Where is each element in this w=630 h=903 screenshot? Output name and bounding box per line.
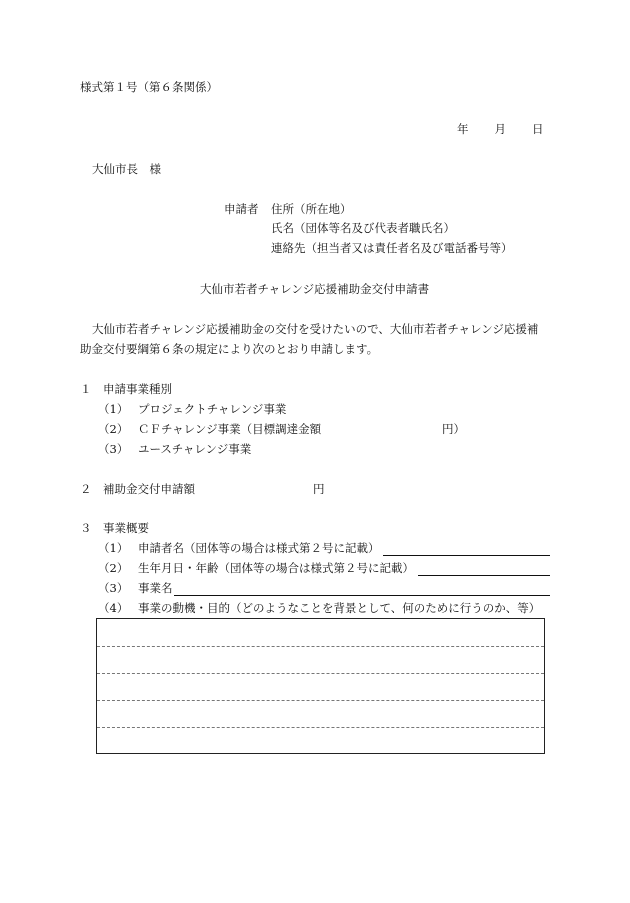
section2-unit: 円 <box>313 482 325 496</box>
birthdate-age-field[interactable] <box>418 575 550 576</box>
section2-heading: ２ 補助金交付申請額 <box>80 482 195 496</box>
motivation-textbox[interactable] <box>96 618 545 754</box>
section1-item-1-num: （1） <box>98 402 129 416</box>
section3-item-3-num: （3） <box>98 581 129 595</box>
section3-item-2-label: 生年月日・年齢（団体等の場合は様式第２号に記載） <box>138 561 414 575</box>
section3-item-4-label: 事業の動機・目的（どのようなことを背景として、何のために行うのか、等） <box>138 601 541 615</box>
section1-item-2-label: ＣＦチャレンジ事業（目標調達金額 <box>138 422 322 436</box>
section1-item-2-num: （2） <box>98 422 129 436</box>
date-line <box>457 124 544 136</box>
section1-item-3-label: ユースチャレンジ事業 <box>138 442 252 456</box>
section1-item-3-num: （3） <box>98 442 129 456</box>
applicant-contact: 連絡先（担当者又は責任者名及び電話番号等） <box>271 241 513 255</box>
date-day: 日 <box>532 122 544 136</box>
date-month: 月 <box>494 122 506 136</box>
applicant-name-field[interactable] <box>383 555 550 556</box>
document-title: 大仙市若者チャレンジ応援補助金交付申請書 <box>200 282 430 296</box>
section3-item-2-num: （2） <box>98 561 129 575</box>
body-line-1: 大仙市若者チャレンジ応援補助金の交付を受けたいので、大仙市若者チャレンジ応援補 <box>92 322 539 336</box>
body-line-2: 助金交付要綱第６条の規定により次のとおり申請します。 <box>80 342 379 356</box>
writing-line <box>97 646 544 647</box>
applicant-address: 住所（所在地） <box>271 202 352 216</box>
applicant-label: 申請者 <box>224 202 259 216</box>
section3-heading: ３ 事業概要 <box>80 521 149 535</box>
section1-heading: １ 申請事業種別 <box>80 382 172 396</box>
section1-item-1-label: プロジェクトチャレンジ事業 <box>138 402 287 416</box>
writing-line <box>97 673 544 674</box>
section3-item-1-num: （1） <box>98 541 129 555</box>
form-number: 様式第１号（第６条関係） <box>80 80 218 94</box>
section3-item-1-label: 申請者名（団体等の場合は様式第２号に記載） <box>138 541 380 555</box>
date-year: 年 <box>457 122 469 136</box>
project-name-field[interactable] <box>174 595 550 596</box>
section3-item-4-num: （4） <box>98 601 129 615</box>
applicant-name: 氏名（団体等名及び代表者職氏名） <box>271 221 455 235</box>
writing-line <box>97 700 544 701</box>
section3-item-3-label: 事業名 <box>138 581 173 595</box>
section1-item-2-suffix: 円） <box>442 422 465 436</box>
addressee: 大仙市長 様 <box>92 162 161 176</box>
writing-line <box>97 727 544 728</box>
